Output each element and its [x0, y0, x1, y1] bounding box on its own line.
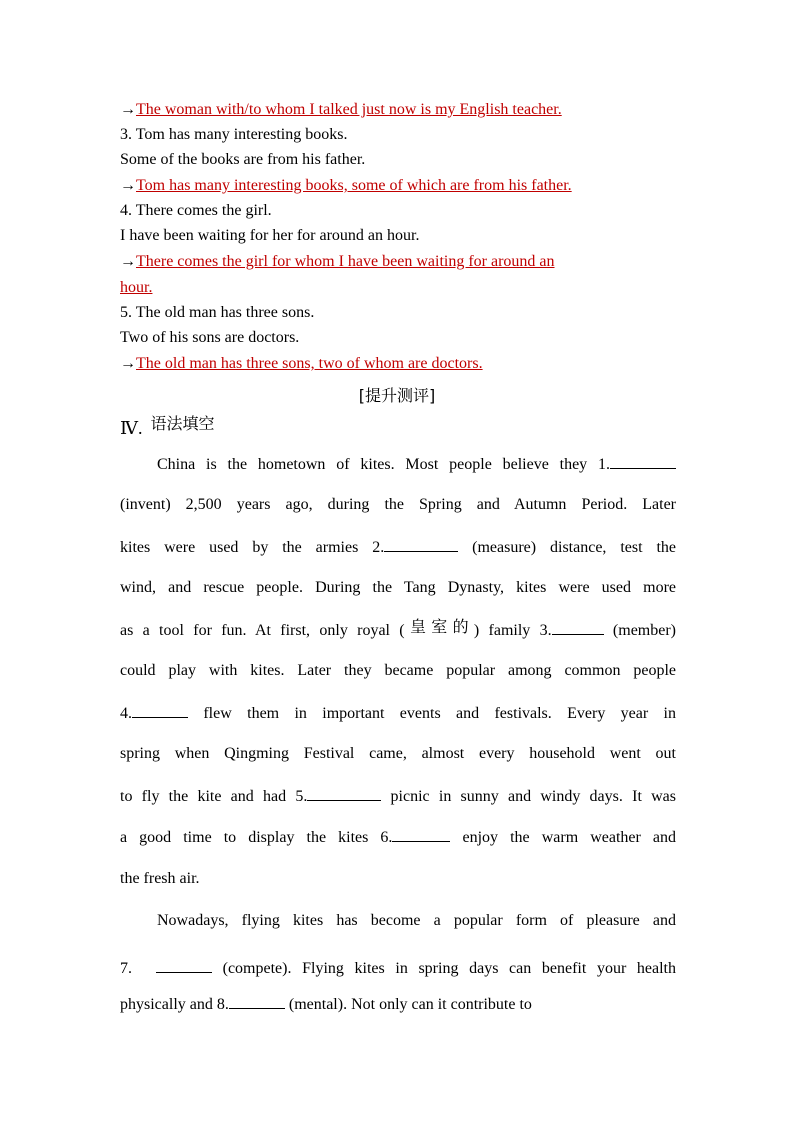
answer-5: The old man has three sons, two of whom are doctors. [136, 355, 483, 372]
arrow-icon: → [120, 177, 136, 194]
answer-2: The woman with/to whom I talked just now is my English teacher. [136, 101, 562, 118]
blank-5 [307, 786, 381, 801]
passage-line-7: 4. flew them in important events and festivals. Every year in [120, 705, 676, 722]
answer-3-line [120, 176, 572, 196]
question-3: 3. Tom has many interesting books. [120, 126, 348, 143]
answer-4-part-2: hour. [120, 279, 153, 296]
passage-line-13: 7. (compete). Flying kites in spring days can benefit your health [120, 960, 676, 977]
passage-line-12: Nowadays, flying kites has become a popular form of pleasure and [157, 912, 676, 929]
blank-7 [156, 958, 212, 973]
question-3-sub: Some of the books are from his father. [120, 151, 366, 168]
passage-line-14: physically and 8. (mental). Not only can it contribute to [120, 996, 532, 1013]
passage-line-6: could play with kites. Later they became popular among common people [120, 662, 676, 679]
passage-line-1: China is the hometown of kites. Most people believe they 1. [120, 454, 676, 475]
question-5-sub: Two of his sons are doctors. [120, 329, 300, 346]
blank-2 [384, 537, 458, 552]
answer-2-line [120, 100, 562, 120]
royal-gloss: 皇室的 [404, 617, 474, 636]
passage-line-3: kites were used by the armies 2. (measure) distance, test the [120, 539, 677, 556]
answer-3: Tom has many interesting books, some of which are from his father. [136, 177, 572, 194]
passage-line-2: (invent) 2,500 years ago, during the Spring and Autumn Period. Later [120, 496, 676, 513]
blank-4 [132, 703, 188, 718]
answer-4-line-1 [120, 252, 555, 272]
answer-4-part-1: There comes the girl for whom I have been waiting for around an [136, 253, 555, 270]
answer-4-line-2 [120, 278, 152, 298]
blank-3 [552, 620, 604, 635]
blank-6 [392, 827, 450, 842]
part-iv-title: 语法填空 [150, 414, 215, 433]
passage-line-5: as a tool for fun. At first, only royal (皇室的) family 3. (member) [120, 617, 676, 639]
question-4-sub: I have been waiting for her for around an hour. [120, 227, 420, 244]
part-iv-heading [120, 414, 215, 440]
arrow-icon: → [120, 101, 136, 118]
passage-line-8: spring when Qingming Festival came, almost every household went out [120, 745, 676, 762]
section-heading: [提升测评] [358, 386, 436, 405]
blank-8 [229, 994, 285, 1009]
question-5: 5. The old man has three sons. [120, 304, 315, 321]
part-iv-numeral: Ⅳ. [120, 418, 143, 438]
passage-line-11: the fresh air. [120, 870, 200, 887]
answer-5-line [120, 354, 483, 374]
question-4: 4. There comes the girl. [120, 202, 272, 219]
passage-line-9: to fly the kite and had 5. picnic in sunny and windy days. It was [120, 788, 676, 805]
arrow-icon: → [120, 253, 136, 270]
arrow-icon: → [120, 355, 136, 372]
blank-1 [610, 454, 676, 469]
passage-line-4: wind, and rescue people. During the Tang Dynasty, kites were used more [120, 579, 676, 596]
passage-line-10: a good time to display the kites 6. enjoy the warm weather and [120, 829, 676, 846]
